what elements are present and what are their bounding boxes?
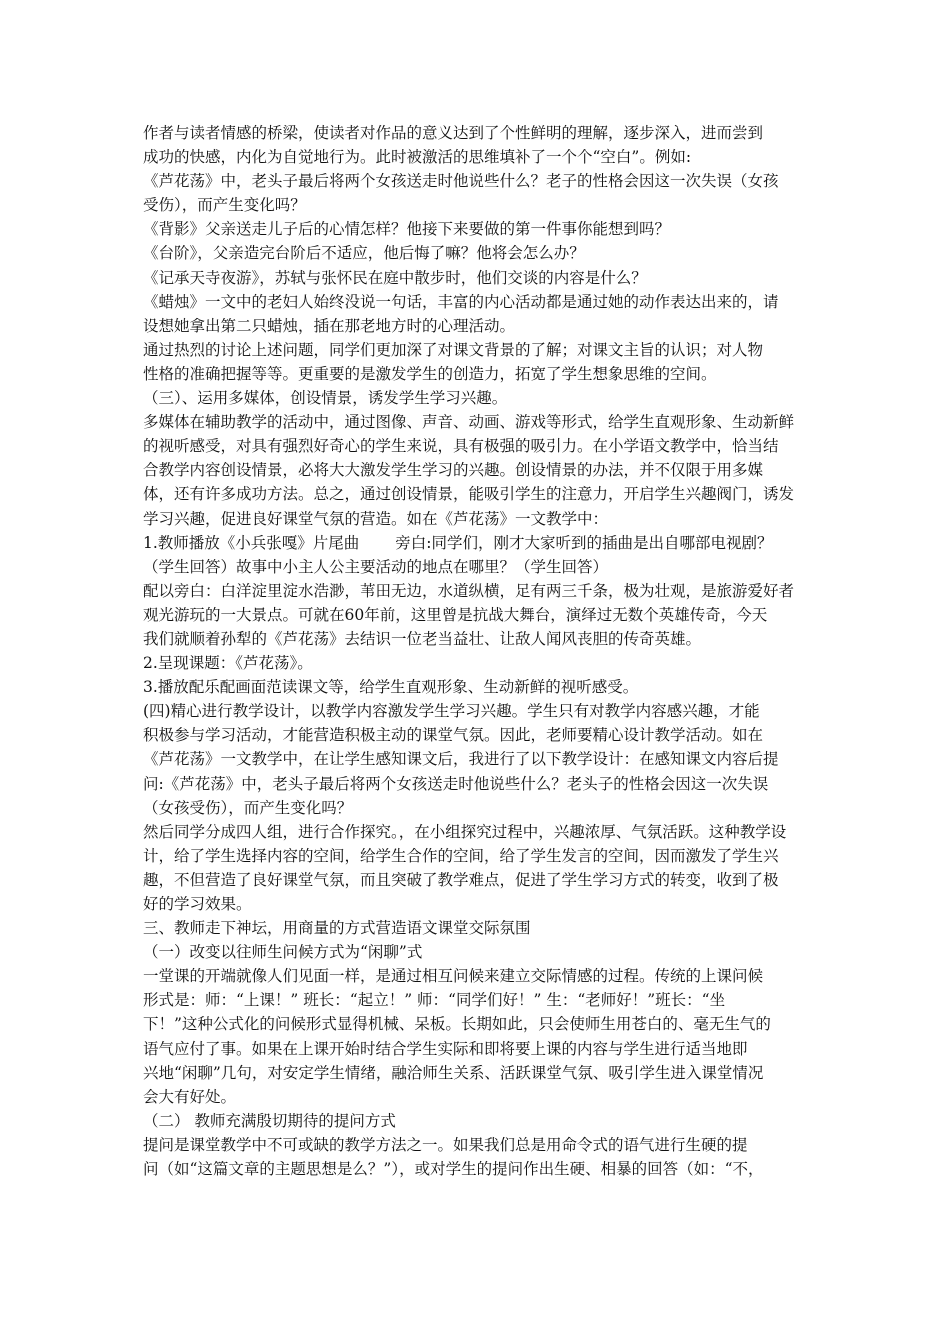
text-line: 设想她拿出第二只蜡烛，插在那老地方时的心理活动。 <box>143 316 516 335</box>
text-line: 3.播放配乐配画面范读课文等，给学生直观形象、生动新鲜的视听感受。 <box>143 678 639 697</box>
text-line: 受伤），而产生变化吗？ <box>143 196 306 215</box>
text-line: 性格的准确把握等等。更重要的是激发学生的创造力，拓宽了学生想象思维的空间。 <box>143 364 717 383</box>
text-line: 配以旁白：白洋淀里淀水浩渺，苇田无边，水道纵横，足有两三千条，极为壮观，是旅游爱好者 <box>143 581 795 600</box>
text-line: （二） 教师充满殷切期待的提问方式 <box>143 1111 396 1130</box>
text-line: 趣，不但营造了良好课堂气氛，而且突破了教学难点，促进了学生学习方式的转变，收到了极 <box>143 870 779 889</box>
text-line: 积极参与学习活动，才能营造积极主动的课堂气氛。因此，老师要精心设计教学活动。如在 <box>143 726 764 745</box>
text-line: (四)精心进行教学设计，以教学内容激发学生学习兴趣。学生只有对教学内容感兴趣，才能 <box>143 702 760 721</box>
text-line: 合教学内容创设情景，必将大大激发学生学习的兴趣。创设情景的办法，并不仅限于用多媒 <box>143 461 764 480</box>
text-line: 会大有好处。 <box>143 1087 237 1106</box>
text-line: 《芦花荡》中，老头子最后将两个女孩送走时他说些什么？老子的性格会因这一次失误（女孩 <box>143 172 779 191</box>
text-line: 《背影》父亲送走儿子后的心情怎样？他接下来要做的第一件事你能想到吗？ <box>143 220 671 239</box>
text-line: 多媒体在辅助教学的活动中，通过图像、声音、动画、游戏等形式，给学生直观形象、生动新鲜 <box>143 413 795 432</box>
text-line: 《记承天寺夜游》，苏轼与张怀民在庭中散步时，他们交谈的内容是什么？ <box>143 268 647 287</box>
text-line: 提问是课堂教学中不可或缺的教学方法之一。如果我们总是用命令式的语气进行生硬的提 <box>143 1135 748 1154</box>
text-line: 学习兴趣，促进良好课堂气氛的营造。如在《芦花荡》一文教学中： <box>143 509 609 528</box>
text-line: （女孩受伤），而产生变化吗？ <box>143 798 353 817</box>
text-line: 作者与读者情感的桥梁，使读者对作品的意义达到了个性鲜明的理解，逐步深入，进而尝到 <box>143 124 764 142</box>
text-line: 问（如“这篇文章的主题思想是么？”），或对学生的提问作出生硬、相暴的回答（如：“不， <box>143 1160 764 1179</box>
text-line: 形式是：师：“上课！” 班长：“起立！” 师：“同学们好！” 生：“老师好！”班长：“坐 <box>143 991 726 1010</box>
text-line: 我们就顺着孙犁的《芦花荡》去结识一位老当益壮、让敌人闻风丧胆的传奇英雄。 <box>143 629 702 648</box>
text-line: 成功的快感，内化为自觉地行为。此时被激活的思维填补了一个个“空白”。例如: <box>143 148 692 167</box>
document-page <box>143 121 810 1181</box>
text-line: （一）改变以往师生问候方式为“闲聊”式 <box>143 943 423 962</box>
text-line: （三）、运用多媒体，创设情景，诱发学生学习兴趣。 <box>143 389 508 408</box>
text-line: 语气应付了事。如果在上课开始时结合学生实际和即将要上课的内容与学生进行适当地即 <box>143 1039 748 1058</box>
text-line: 2.呈现课题：《芦花荡》。 <box>143 654 313 673</box>
text-line: 1.教师播放《小兵张嘎》片尾曲 旁白:同学们，刚才大家听到的插曲是出自哪部电视剧？ <box>143 533 773 552</box>
text-line: 下！”这种公式化的问候形式显得机械、呆板。长期如此，只会使师生用苍白的、毫无生气的 <box>143 1015 771 1034</box>
text-line: 通过热烈的讨论上述问题，同学们更加深了对课文背景的了解；对课文主旨的认识；对人物 <box>143 340 764 359</box>
text-line: 问:《芦花荡》中，老头子最后将两个女孩送走时他说些什么？老头子的性格会因这一次失误 <box>143 774 769 793</box>
text-line: 然后同学分成四人组，进行合作探究。，在小组探究过程中，兴趣浓厚、气氛活跃。这种教学设 <box>143 822 787 841</box>
text-line: 好的学习效果。 <box>143 895 252 913</box>
text-line: 三、教师走下神坛，用商量的方式营造语文课堂交际氛围 <box>143 919 531 938</box>
text-line: 《蜡烛》一文中的老妇人始终没说一句话，丰富的内心活动都是通过她的动作表达出来的，请 <box>143 292 779 311</box>
text-line: 《芦花荡》一文教学中，在让学生感知课文后，我进行了以下教学设计：在感知课文内容后提 <box>143 750 779 769</box>
text-line: 一堂课的开端就像人们见面一样，是通过相互问候来建立交际情感的过程。传统的上课问候 <box>143 967 764 986</box>
text-line: 观光游玩的一大景点。可就在60年前，这里曾是抗战大舞台，演绎过无数个英雄传奇，今天 <box>143 605 768 624</box>
text-line: 体，还有许多成功方法。总之，通过创设情景，能吸引学生的注意力，开启学生兴趣阀门，诱发 <box>143 485 795 504</box>
text-line: 兴地“闲聊”几句，对安定学生情绪，融洽师生关系、活跃课堂气氛、吸引学生进入课堂情况 <box>143 1063 764 1082</box>
text-line: 《台阶》，父亲造完台阶后不适应，他后悔了嘛？他将会怎么办？ <box>143 244 585 263</box>
text-line: （学生回答）故事中小主人公主要活动的地点在哪里？（学生回答） <box>143 557 609 576</box>
text-line: 的视听感受，对具有强烈好奇心的学生来说，具有极强的吸引力。在小学语文教学中，恰当结 <box>143 437 779 456</box>
text-line: 计，给了学生选择内容的空间，给学生合作的空间，给了学生发言的空间，因而激发了学生兴 <box>143 846 779 865</box>
